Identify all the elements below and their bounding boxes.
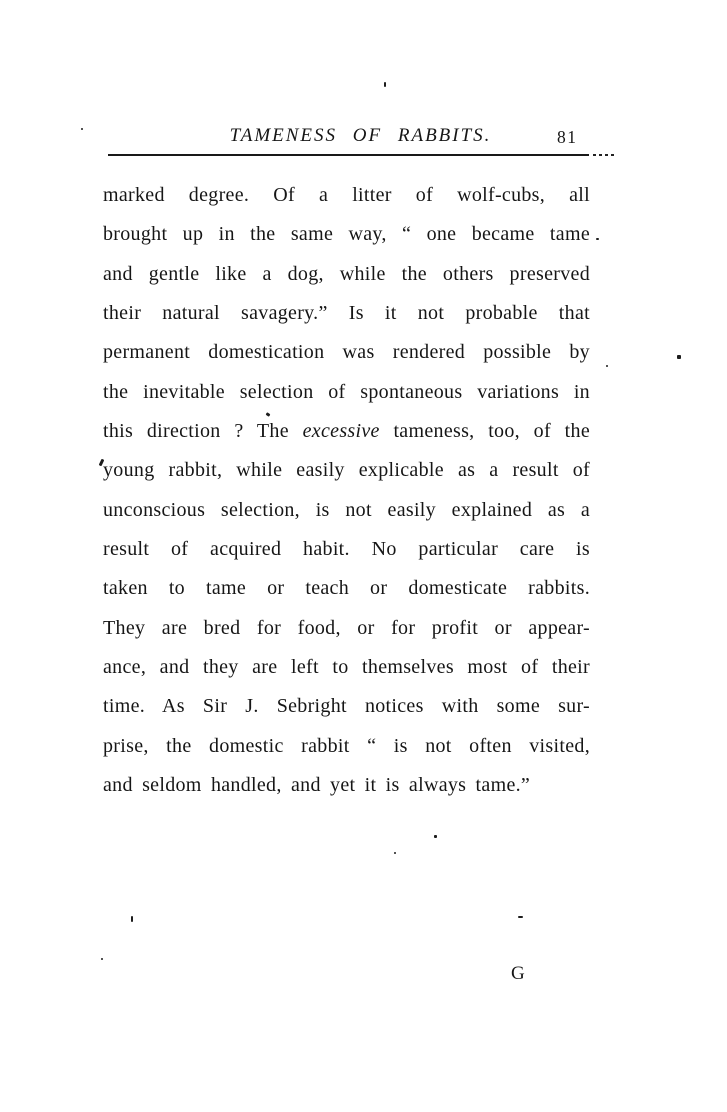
text-line: brought up in the same way, “ one became tame [103,223,590,246]
text-line: the inevitable selection of spontaneous variations in [103,380,590,403]
scan-speck [596,238,599,240]
scan-speck [101,958,103,960]
body-paragraph [103,176,590,806]
header-rule-end-dashes [593,154,614,156]
scan-speck [131,916,133,922]
text-line: time. As Sir J. Sebright notices with some sur- [103,695,590,718]
scan-speck [518,916,523,918]
page-number: 81 [557,127,578,147]
text-line: marked degree. Of a litter of wolf-cubs, all [103,184,590,206]
text-line: ance, and they are left to themselves most of their [103,656,590,679]
text-line: They are bred for food, or for profit or appear- [103,616,590,639]
text-line: and gentle like a dog, while the others preserved [103,262,590,285]
signature-mark: G [511,963,526,984]
text-line: unconscious selection, is not easily explained as a [103,498,590,521]
text-segment: tameness, too, of the [379,420,591,443]
text-segment: this direction ? The [103,420,303,443]
text-line-with-emphasis [103,412,590,451]
text-line: prise, the domestic rabbit “ is not often visited, [103,734,590,757]
running-title: TAMENESS OF RABBITS. [229,125,492,146]
scan-speck [434,835,437,838]
text-line: and seldom handled, and yet it is always tame.” [103,774,531,797]
scan-speck [606,365,608,367]
text-line: taken to tame or teach or domesticate rabbits. [103,577,590,600]
emphasized-word: excessive [302,420,380,443]
text-line: young rabbit, while easily explicable as a result of [103,459,590,482]
text-line: their natural savagery.” Is it not probable that [103,302,590,325]
scan-speck [677,355,681,359]
text-line: permanent domestication was rendered possible by [103,341,590,364]
scan-speck [384,82,386,87]
header-rule [108,154,589,156]
scan-speck [394,852,396,854]
scan-speck [81,128,83,130]
text-line: result of acquired habit. No particular care is [103,538,590,561]
